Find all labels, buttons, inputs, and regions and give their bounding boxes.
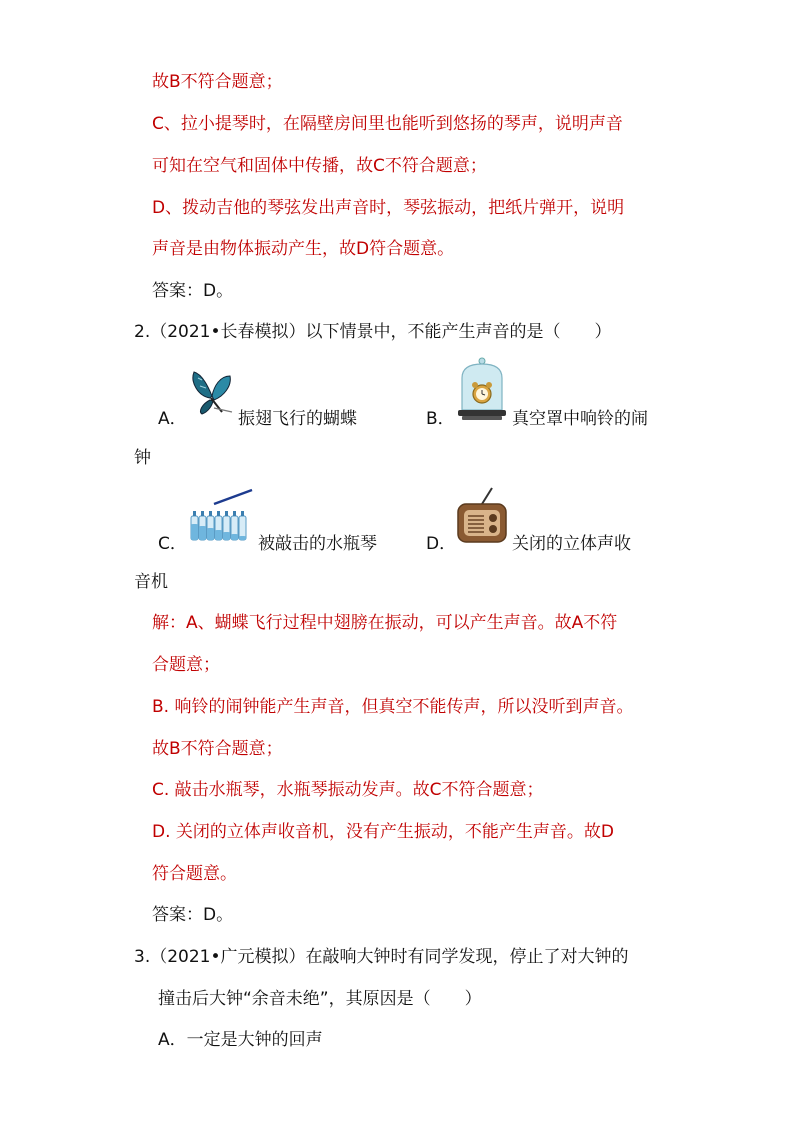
q2-option-d-label: D．	[426, 534, 457, 554]
q2-solution-line-6: D. 关闭的立体声收音机，没有产生振动，不能产生声音。故D	[152, 822, 614, 842]
q2-option-a-text: 振翅飞行的蝴蝶	[238, 409, 357, 429]
prev-solution-line-4: D、拨动吉他的琴弦发出声音时，琴弦振动，把纸片弹开，说明	[152, 198, 625, 218]
q3-option-a: A．一定是大钟的回声	[158, 1030, 323, 1050]
q2-solution-line-3: B. 响铃的闹钟能产生声音，但真空不能传声，所以没听到声音。	[152, 697, 634, 717]
q2-option-c-text: 被敲击的水瓶琴	[258, 534, 377, 554]
bell-jar-clock-image	[456, 356, 508, 422]
prev-solution-line-1: 故B不符合题意；	[152, 72, 283, 92]
q2-answer: 答案：D。	[152, 905, 234, 925]
q2-option-d-text-continued: 音机	[134, 572, 168, 592]
water-bottle-xylophone-image	[188, 488, 254, 544]
q2-option-c-label: C．	[158, 534, 187, 554]
radio-image	[456, 486, 508, 546]
q2-option-b-text: 真空罩中响铃的闹	[512, 409, 648, 429]
prev-solution-line-3: 可知在空气和固体中传播，故C不符合题意；	[152, 156, 487, 176]
q2-option-d-text: 关闭的立体声收	[512, 534, 631, 554]
q2-solution-line-7: 符合题意。	[152, 864, 237, 884]
prev-answer: 答案：D。	[152, 281, 234, 301]
butterfly-image	[188, 368, 234, 416]
q2-option-a-label: A．	[158, 409, 187, 429]
q2-solution-line-1: 解：A、蝴蝶飞行过程中翅膀在振动，可以产生声音。故A不符	[152, 613, 618, 633]
prev-solution-line-5: 声音是由物体振动产生，故D符合题意。	[152, 239, 455, 259]
q2-solution-line-5: C. 敲击水瓶琴，水瓶琴振动发声。故C不符合题意；	[152, 780, 544, 800]
q2-option-b-label: B．	[426, 409, 455, 429]
q3-stem-line-2: 撞击后大钟“余音未绝”，其原因是（ ）	[158, 989, 482, 1009]
q3-stem-line-1: 3.（2021•广元模拟）在敲响大钟时有同学发现，停止了对大钟的	[134, 947, 629, 967]
q2-solution-line-2: 合题意；	[152, 655, 220, 675]
q2-stem: 2.（2021•长春模拟）以下情景中，不能产生声音的是（ ）	[134, 322, 612, 342]
prev-solution-line-2: C、拉小提琴时，在隔壁房间里也能听到悠扬的琴声，说明声音	[152, 114, 623, 134]
q2-option-b-text-continued: 钟	[134, 448, 151, 468]
q2-solution-line-4: 故B不符合题意；	[152, 739, 283, 759]
